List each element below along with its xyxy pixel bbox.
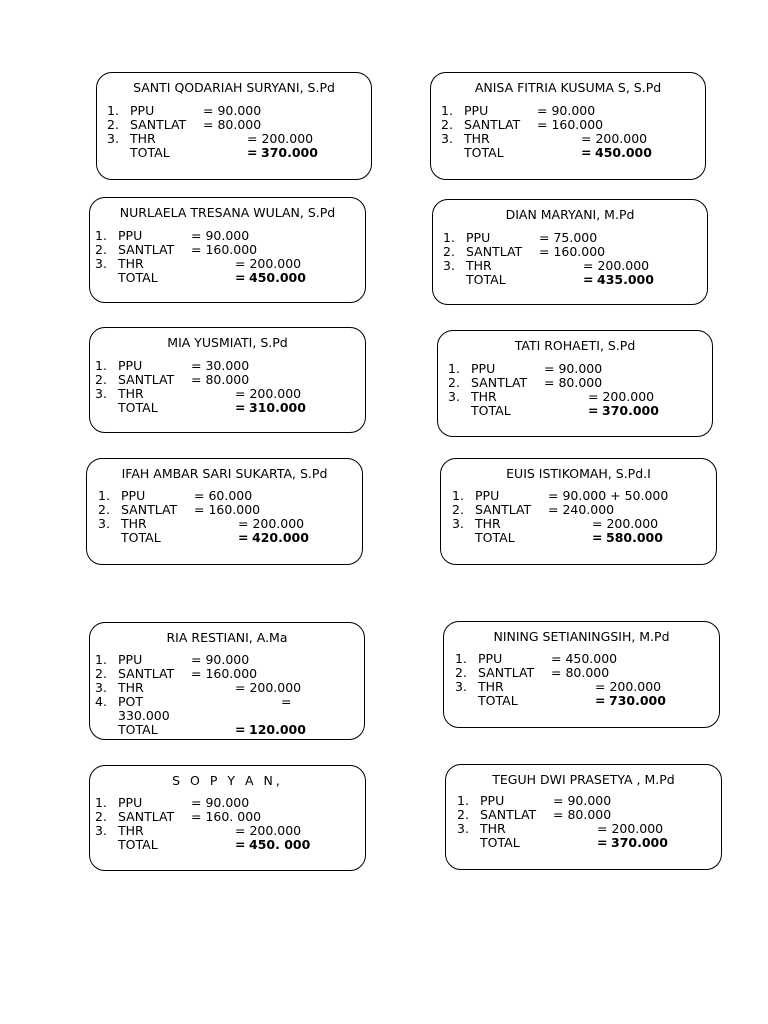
santlat-row: 2. SANTLAT = 80.000 bbox=[455, 665, 610, 680]
salary-card bbox=[89, 197, 366, 303]
salary-card bbox=[440, 458, 717, 565]
total-row: TOTAL = 120.000 bbox=[118, 722, 306, 737]
employee-name: ANISA FITRIA KUSUMA S, S.Pd bbox=[474, 80, 662, 95]
employee-name: TATI ROHAETI, S.Pd bbox=[514, 338, 636, 353]
santlat-row: 2. SANTLAT = 80.000 bbox=[107, 117, 262, 132]
total-row: TOTAL = 450.000 bbox=[464, 145, 652, 160]
ppu-row: 1. PPU = 30.000 bbox=[95, 358, 250, 373]
total-value: 370.000 bbox=[261, 145, 318, 160]
salary-card bbox=[430, 72, 706, 180]
employee-name: SANTI QODARIAH SURYANI, S.Pd bbox=[133, 80, 335, 95]
thr-row: 3. THR = 200.000 bbox=[455, 679, 662, 694]
santlat-row: 2. SANTLAT = 80.000 bbox=[95, 372, 250, 387]
ppu-row: 1. PPU = 90.000 bbox=[95, 795, 250, 810]
total-row: TOTAL = 370.000 bbox=[471, 403, 659, 418]
salary-card bbox=[89, 765, 366, 871]
thr-row: 3. THR = 200.000 bbox=[457, 821, 664, 836]
santlat-row: 2. SANTLAT = 160. 000 bbox=[95, 809, 262, 824]
thr-row: 3. THR = 200.000 bbox=[107, 131, 314, 146]
salary-card bbox=[86, 458, 363, 565]
santlat-row: 2. SANTLAT = 160.000 bbox=[98, 502, 261, 517]
total-row: TOTAL = 580.000 bbox=[475, 530, 663, 545]
salary-card bbox=[89, 622, 365, 740]
ppu-row: 1. PPU = 90.000 bbox=[95, 652, 250, 667]
santlat-row: 2. SANTLAT = 80.000 bbox=[448, 375, 603, 390]
thr-row: 3. THR = 200.000 bbox=[95, 680, 302, 695]
thr-row: 3. THR = 200.000 bbox=[441, 131, 648, 146]
thr-row: 3. THR = 200.000 bbox=[95, 256, 302, 271]
total-value: 450.000 bbox=[595, 145, 652, 160]
total-row: TOTAL = 450. 000 bbox=[118, 837, 311, 852]
total-row: TOTAL = 420.000 bbox=[121, 530, 309, 545]
santlat-row: 2. SANTLAT = 160.000 bbox=[95, 242, 258, 257]
total-row: TOTAL = 435.000 bbox=[466, 272, 654, 287]
total-value: 420.000 bbox=[252, 530, 309, 545]
total-value: 370.000 bbox=[611, 835, 668, 850]
salary-card bbox=[443, 621, 720, 728]
ppu-row: 1. PPU = 90.000 + 50.000 bbox=[452, 488, 669, 503]
ppu-row: 1. PPU = 90.000 bbox=[95, 228, 250, 243]
pot-value-row bbox=[95, 709, 355, 723]
total-row: TOTAL = 310.000 bbox=[118, 400, 306, 415]
ppu-row: 1. PPU = 90.000 bbox=[448, 361, 603, 376]
thr-row: 3. THR = 200.000 bbox=[448, 389, 655, 404]
pot-row: 4. POT = bbox=[95, 694, 292, 709]
ppu-row: 1. PPU = 75.000 bbox=[443, 230, 598, 245]
employee-name: NURLAELA TRESANA WULAN, S.Pd bbox=[119, 205, 336, 220]
total-value: 370.000 bbox=[602, 403, 659, 418]
thr-row: 3. THR = 200.000 bbox=[98, 516, 305, 531]
salary-card bbox=[89, 327, 366, 433]
santlat-row: 2. SANTLAT = 160.000 bbox=[441, 117, 604, 132]
total-value: 580.000 bbox=[606, 530, 663, 545]
employee-name: DIAN MARYANI, M.Pd bbox=[505, 207, 635, 222]
employee-name: NINING SETIANINGSIH, M.Pd bbox=[493, 629, 670, 644]
salary-card bbox=[432, 199, 708, 305]
total-value: 120.000 bbox=[249, 722, 306, 737]
total-row: TOTAL = 370.000 bbox=[130, 145, 318, 160]
total-value: 435.000 bbox=[597, 272, 654, 287]
employee-name: S O P Y A N, bbox=[172, 773, 283, 788]
ppu-row: 1. PPU = 90.000 bbox=[441, 103, 596, 118]
ppu-row: 1. PPU = 60.000 bbox=[98, 488, 253, 503]
employee-name: EUIS ISTIKOMAH, S.Pd.I bbox=[506, 466, 651, 481]
total-row: TOTAL = 450.000 bbox=[118, 270, 306, 285]
ppu-row: 1. PPU = 450.000 bbox=[455, 651, 618, 666]
salary-card bbox=[445, 764, 722, 870]
salary-card bbox=[96, 72, 372, 180]
thr-row: 3. THR = 200.000 bbox=[95, 823, 302, 838]
total-row: TOTAL = 370.000 bbox=[480, 835, 668, 850]
santlat-row: 2. SANTLAT = 80.000 bbox=[457, 807, 612, 822]
thr-row: 3. THR = 200.000 bbox=[443, 258, 650, 273]
employee-name: TEGUH DWI PRASETYA , M.Pd bbox=[492, 772, 675, 787]
employee-name: MIA YUSMIATI, S.Pd bbox=[167, 335, 288, 350]
total-value: 450.000 bbox=[249, 270, 306, 285]
total-value: 310.000 bbox=[249, 400, 306, 415]
pot-value: 330.000 bbox=[118, 708, 170, 723]
total-value: 730.000 bbox=[609, 693, 666, 708]
employee-name: IFAH AMBAR SARI SUKARTA, S.Pd bbox=[121, 466, 328, 481]
thr-row: 3. THR = 200.000 bbox=[452, 516, 659, 531]
total-value: 450. 000 bbox=[249, 837, 311, 852]
ppu-row: 1. PPU = 90.000 bbox=[457, 793, 612, 808]
santlat-row: 2. SANTLAT = 240.000 bbox=[452, 502, 615, 517]
santlat-row: 2. SANTLAT = 160.000 bbox=[443, 244, 606, 259]
santlat-row: 2. SANTLAT = 160.000 bbox=[95, 666, 258, 681]
thr-row: 3. THR = 200.000 bbox=[95, 386, 302, 401]
salary-card bbox=[437, 330, 713, 437]
total-row: TOTAL = 730.000 bbox=[478, 693, 666, 708]
employee-name: RIA RESTIANI, A.Ma bbox=[166, 630, 288, 645]
ppu-row: 1. PPU = 90.000 bbox=[107, 103, 262, 118]
